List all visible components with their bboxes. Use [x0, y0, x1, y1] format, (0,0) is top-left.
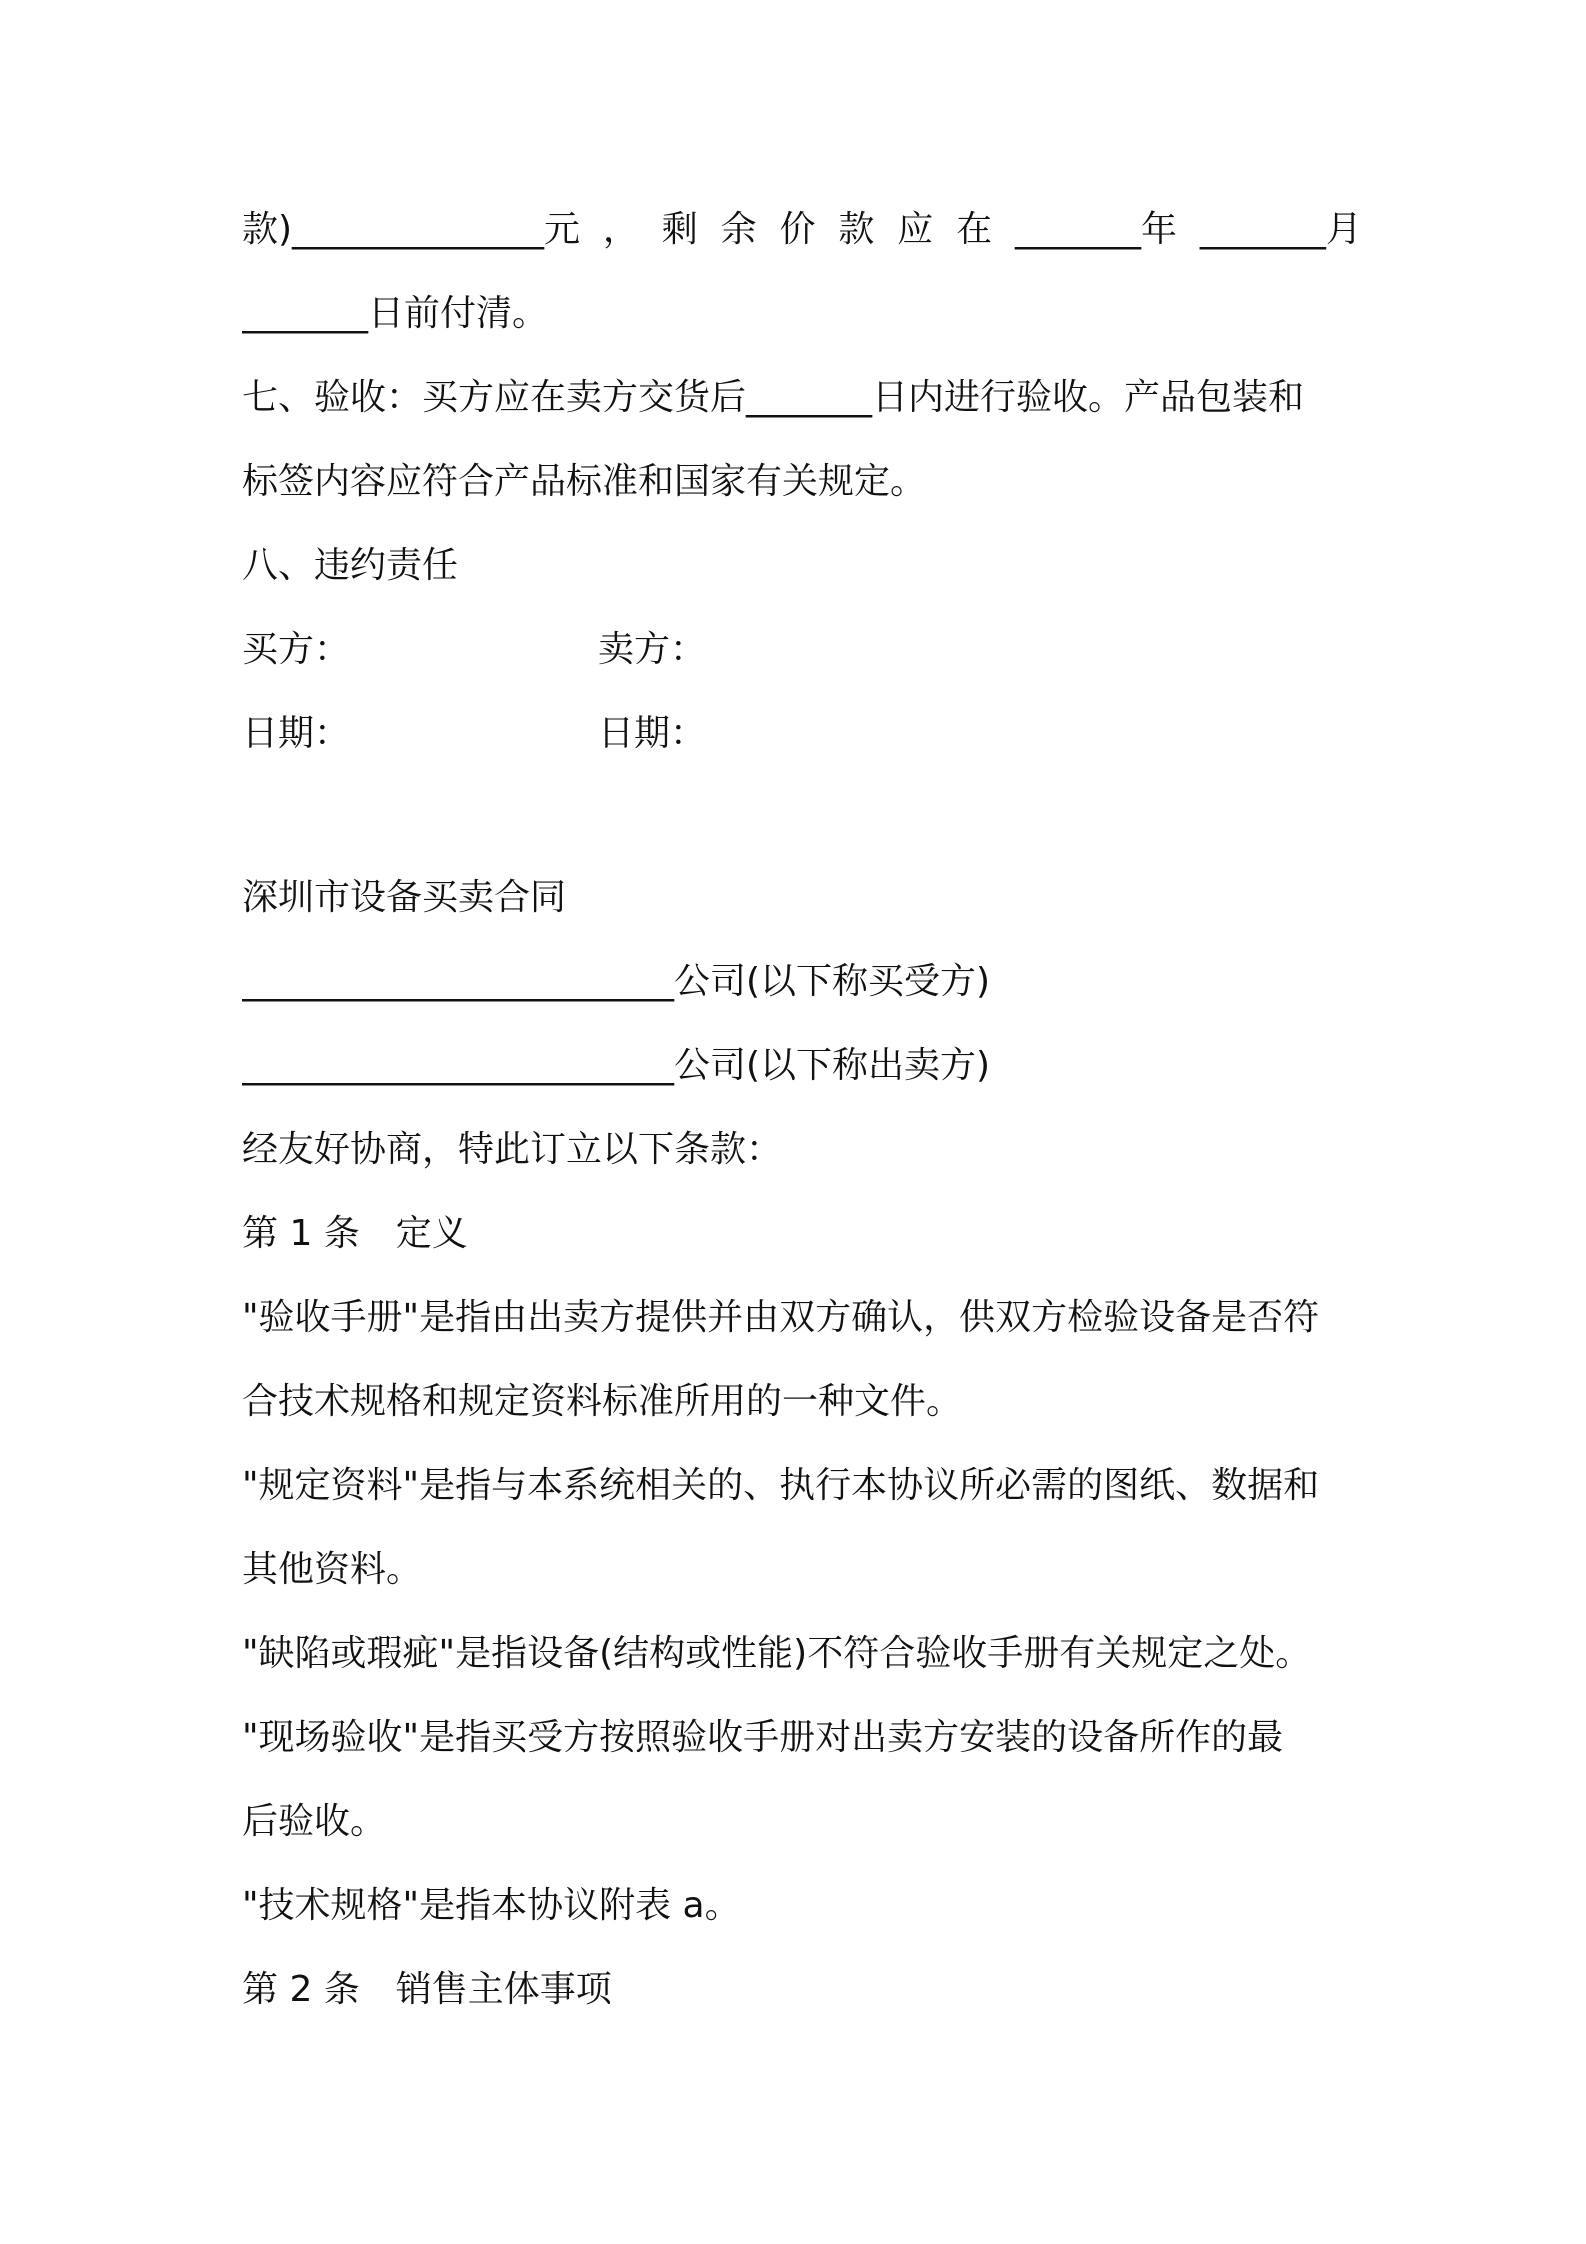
contract-title: 深圳市设备买卖合同	[242, 877, 567, 918]
definition-1-line-1: "验收手册"是指由出卖方提供并由双方确认，供双方检验设备是否符	[242, 1297, 1320, 1338]
seller-line: ________________________公司(以下称出卖方)	[242, 1045, 991, 1086]
article-1-heading: 第 1 条 定义	[242, 1213, 468, 1254]
liability-heading: 八、违约责任	[242, 545, 459, 586]
payment-part: 剩	[661, 209, 698, 250]
payment-part: 应	[897, 209, 934, 250]
definition-4-line-2: 后验收。	[242, 1801, 387, 1842]
date-label-right: 日期：	[598, 713, 707, 754]
acceptance-line-1: 七、验收：买方应在卖方交货后_______日内进行验收。产品包装和	[242, 377, 1305, 418]
definition-1-line-2: 合技术规格和规定资料标准所用的一种文件。	[242, 1381, 963, 1422]
definition-4-line-1: "现场验收"是指买受方按照验收手册对出卖方安装的设备所作的最	[242, 1717, 1284, 1758]
article-2-heading: 第 2 条 销售主体事项	[242, 1969, 612, 2010]
definition-3: "缺陷或瑕疵"是指设备(结构或性能)不符合验收手册有关规定之处。	[242, 1633, 1312, 1674]
payment-part: _______月	[1199, 209, 1362, 250]
definition-2-line-2: 其他资料。	[242, 1549, 423, 1590]
payment-part: 款)______________元	[242, 209, 581, 250]
date-label-left: 日期：	[242, 713, 351, 754]
definition-2-line-1: "规定资料"是指与本系统相关的、执行本协议所必需的图纸、数据和	[242, 1465, 1320, 1506]
payment-part: 价	[779, 209, 816, 250]
definition-5: "技术规格"是指本协议附表 a。	[242, 1885, 741, 1926]
payment-part: _______年	[1015, 209, 1178, 250]
payment-part: 余	[720, 209, 757, 250]
payment-part: 在	[956, 209, 993, 250]
buyer-label: 买方：	[242, 629, 351, 670]
payment-part: 款	[838, 209, 875, 250]
seller-label: 卖方：	[598, 629, 707, 670]
payment-line-1	[242, 206, 1362, 254]
intro-line: 经友好协商，特此订立以下条款：	[242, 1129, 783, 1170]
buyer-line: ________________________公司(以下称买受方)	[242, 961, 991, 1002]
signature-row	[242, 626, 1362, 674]
date-row	[242, 710, 1362, 758]
payment-line-2: _______日前付清。	[242, 293, 549, 334]
payment-part: ，	[602, 209, 639, 250]
acceptance-line-2: 标签内容应符合产品标准和国家有关规定。	[242, 461, 927, 502]
